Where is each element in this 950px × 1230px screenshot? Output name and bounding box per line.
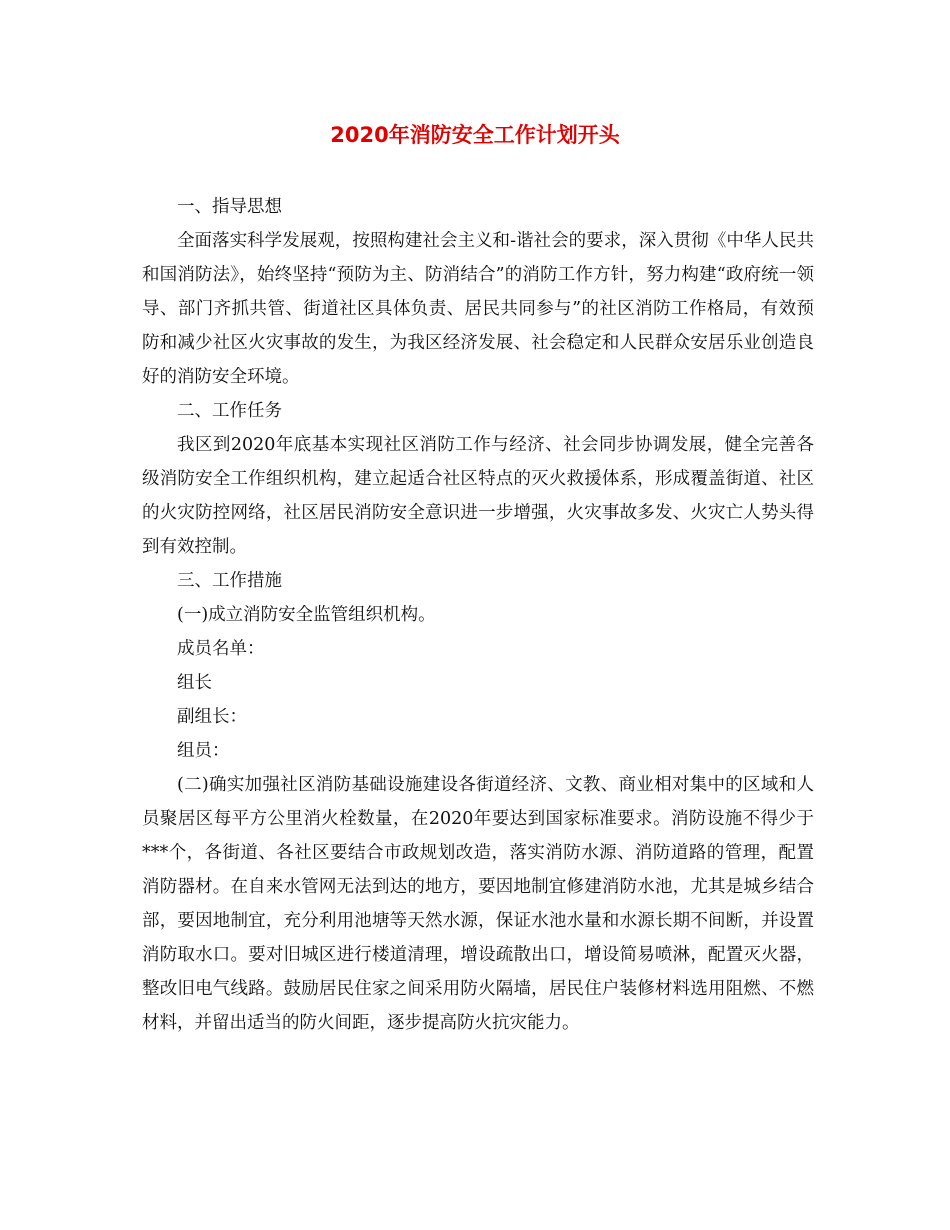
- member-list-label: 成员名单：: [177, 639, 265, 659]
- members-label: 组员：: [177, 741, 230, 761]
- paragraph-guiding-ideology: 全面落实科学发展观，按照构建社会主义和-谐社会的要求，深入贯彻《中华人民共和国消防法》，始终坚持“预防为主、防消结合”的消防工作方针，努力构建“政府统一领导、部门齐抓共管、街道社区具体负责、居民共同参与”的社区消防工作格局，有效预防和减少社区火灾事故的发生，为我区经济发展、社会稳定和人民群众安居乐业创造良好的消防安全环境。: [142, 231, 814, 387]
- paragraph-measure-two: (二)确实加强社区消防基础设施建设各街道经济、文教、商业相对集中的区域和人员聚居区每平方公里消火栓数量，在2020年要达到国家标准要求。消防设施不得少于***个，各街道、各社区要结合市政规划改造，落实消防水源、消防道路的管理，配置消防器材。在自来水管网无法到达的地方，要因地制宜修建消防水池，尤其是城乡结合部，要因地制宜，充分利用池塘等天然水源，保证水池水量和水源长期不间断，并设置消防取水口。要对旧城区进行楼道清理，增设疏散出口，增设简易喷淋，配置灭火器，整改旧电气线路。鼓励居民住家之间采用防火隔墙，居民住户装修材料选用阻燃、不燃材料，并留出适当的防火间距，逐步提高防火抗灾能力。: [142, 775, 814, 1033]
- document-body: [142, 190, 814, 1040]
- section-heading-guiding-ideology: 一、指导思想: [177, 197, 282, 217]
- document-title: 2020年消防安全工作计划开头: [330, 123, 620, 147]
- paragraph-work-tasks: 我区到2020年底基本实现社区消防工作与经济、社会同步协调发展，健全完善各级消防安全工作组织机构，建立起适合社区特点的灭火救援体系，形成覆盖街道、社区的火灾防控网络，社区居民消防安全意识进一步增强，火灾事故多发、火灾亡人势头得到有效控制。: [142, 435, 814, 557]
- section-heading-work-tasks: 二、工作任务: [177, 401, 282, 421]
- deputy-leader-label: 副组长：: [177, 707, 247, 727]
- section-heading-work-measures: 三、工作措施: [177, 571, 282, 591]
- leader-label: 组长: [177, 673, 212, 693]
- paragraph-measure-one: (一)成立消防安全监管组织机构。: [177, 605, 436, 625]
